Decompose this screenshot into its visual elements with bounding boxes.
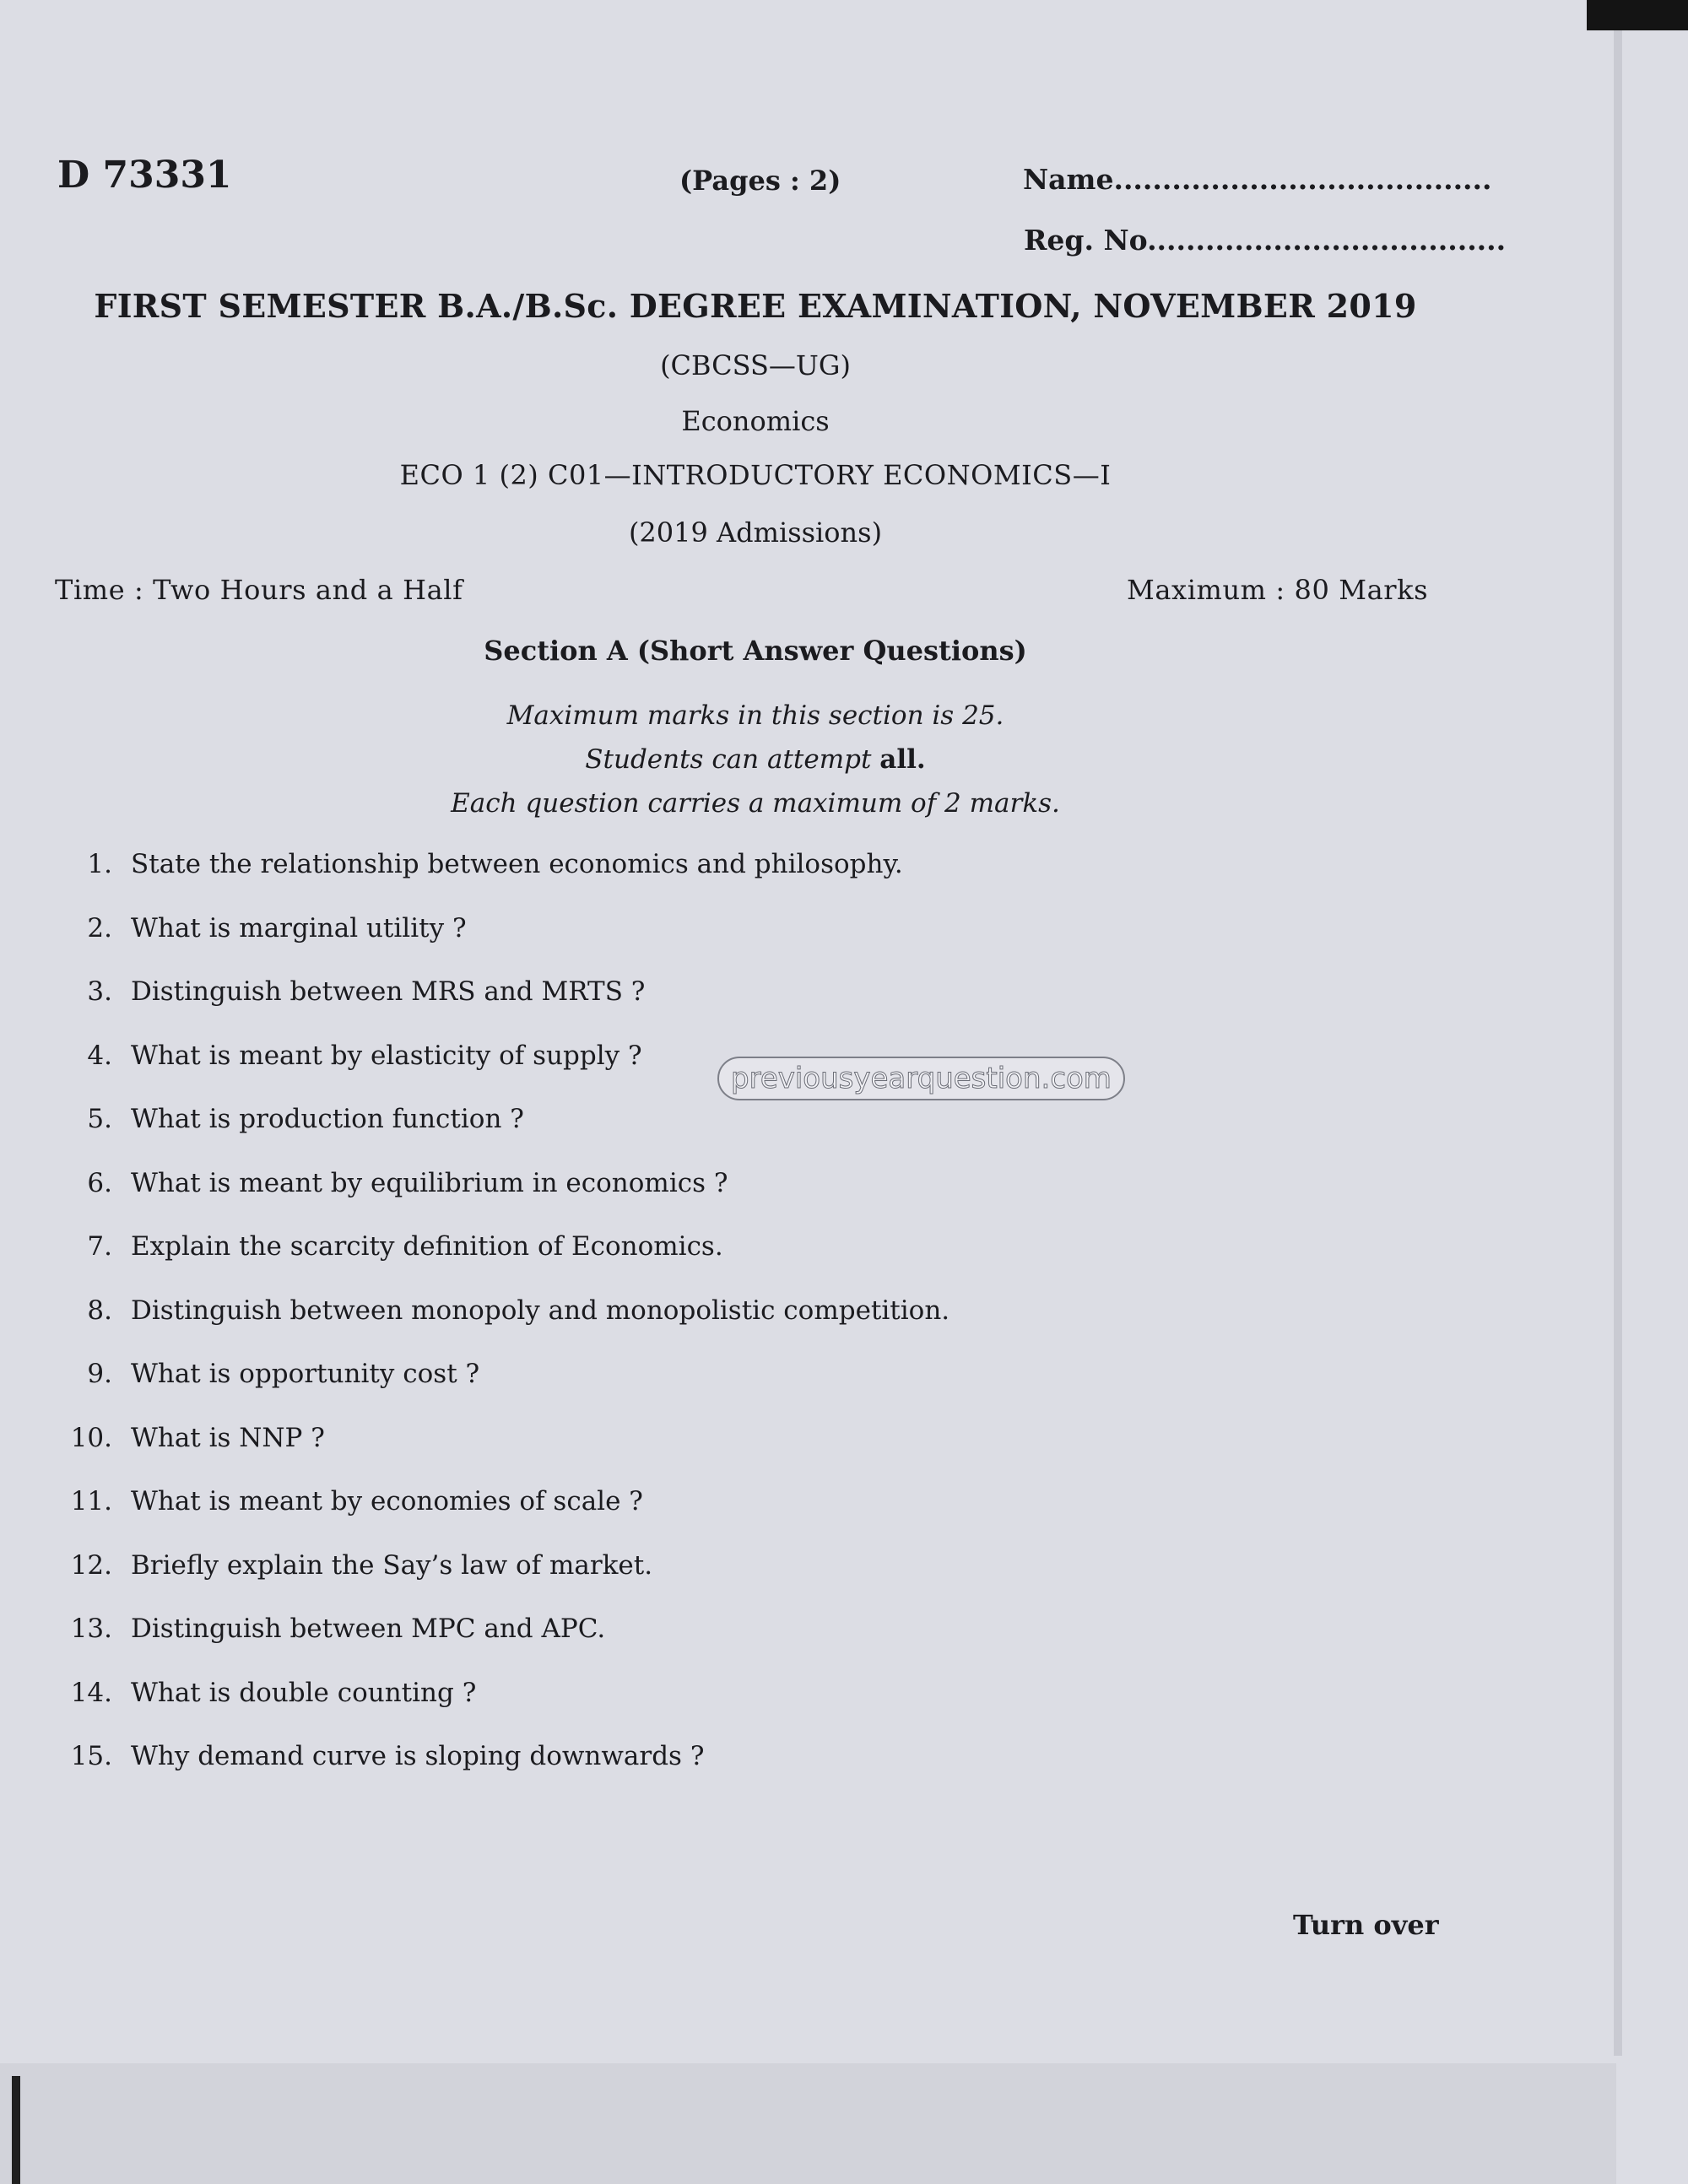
turn-over-label: Turn over xyxy=(1293,1909,1439,1941)
section-a-instruction-1: Maximum marks in this section is 25. xyxy=(506,700,1004,731)
question-text: Explain the scarcity definition of Economics. xyxy=(131,1231,723,1262)
question-paper-code: D 73331 xyxy=(57,154,232,197)
question-text: Why demand curve is sloping downwards ? xyxy=(131,1741,705,1771)
instruction-2-emphasis: all. xyxy=(879,744,926,775)
question-number: 2. xyxy=(87,912,112,943)
candidate-name-line: Name....................................... xyxy=(1023,163,1492,196)
question-number: 4. xyxy=(87,1040,112,1071)
question-text: What is production function ? xyxy=(131,1104,524,1134)
question-item xyxy=(51,1423,1317,1487)
exam-duration: Time : Two Hours and a Half xyxy=(55,574,463,606)
question-item xyxy=(51,1614,1317,1678)
question-text: What is meant by economies of scale ? xyxy=(131,1486,643,1516)
question-text: What is NNP ? xyxy=(131,1422,325,1453)
question-item xyxy=(51,1741,1317,1805)
question-text: Distinguish between MPC and APC. xyxy=(131,1614,606,1644)
scan-border-left xyxy=(12,2076,20,2184)
question-number: 7. xyxy=(87,1231,112,1262)
question-number: 8. xyxy=(87,1295,112,1326)
question-item xyxy=(51,1295,1317,1360)
question-item xyxy=(51,976,1317,1041)
question-text: What is marginal utility ? xyxy=(131,912,467,943)
question-text: What is double counting ? xyxy=(131,1677,477,1708)
question-number: 3. xyxy=(87,976,112,1007)
question-number: 15. xyxy=(70,1741,112,1771)
question-text: Distinguish between monopoly and monopolistic competition. xyxy=(131,1295,950,1326)
question-item xyxy=(51,1359,1317,1423)
question-text: What is opportunity cost ? xyxy=(131,1359,480,1389)
exam-subject: Economics xyxy=(681,405,830,437)
maximum-marks: Maximum : 80 Marks xyxy=(1127,574,1429,606)
scan-border-top xyxy=(1587,0,1688,30)
question-number: 14. xyxy=(70,1677,112,1708)
question-item xyxy=(51,1550,1317,1614)
question-item xyxy=(51,1486,1317,1550)
admissions-year: (2019 Admissions) xyxy=(628,516,883,549)
question-text: Distinguish between MRS and MRTS ? xyxy=(131,976,646,1007)
question-text: What is meant by elasticity of supply ? xyxy=(131,1040,642,1071)
question-text: Briefly explain the Say’s law of market. xyxy=(131,1549,653,1581)
section-a-instruction-3: Each question carries a maximum of 2 marks. xyxy=(451,788,1060,819)
page-count: (Pages : 2) xyxy=(679,165,841,197)
question-item xyxy=(51,1104,1317,1168)
question-list xyxy=(51,849,1317,1805)
question-number: 10. xyxy=(70,1422,112,1453)
watermark: previousyearquestion.com xyxy=(717,1057,1125,1100)
question-item xyxy=(51,849,1317,913)
question-item xyxy=(51,1678,1317,1742)
question-item xyxy=(51,913,1317,977)
question-number: 9. xyxy=(87,1359,112,1389)
instruction-2-prefix: Students can attempt xyxy=(585,744,872,775)
question-number: 13. xyxy=(70,1614,112,1644)
scan-border-right xyxy=(1614,30,1622,2056)
question-number: 12. xyxy=(70,1549,112,1581)
exam-title: FIRST SEMESTER B.A./B.Sc. DEGREE EXAMINATION, NOVEMBER 2019 xyxy=(94,287,1417,325)
section-a-title: Section A (Short Answer Questions) xyxy=(484,635,1027,667)
question-item xyxy=(51,1041,1317,1105)
register-number-line: Reg. No..................................... xyxy=(1024,224,1507,257)
question-text: State the relationship between economics and philosophy. xyxy=(131,849,903,879)
question-number: 11. xyxy=(70,1486,112,1516)
question-item xyxy=(51,1168,1317,1232)
question-number: 6. xyxy=(87,1167,112,1198)
question-text: What is meant by equilibrium in economics ? xyxy=(131,1167,728,1198)
paper-title: ECO 1 (2) C01—INTRODUCTORY ECONOMICS—I xyxy=(399,459,1112,491)
exam-scheme: (CBCSS—UG) xyxy=(660,349,851,381)
question-number: 1. xyxy=(87,849,112,879)
question-item xyxy=(51,1231,1317,1295)
question-number: 5. xyxy=(87,1104,112,1134)
section-a-instruction-2 xyxy=(0,744,1511,775)
scan-bottom-strip xyxy=(0,2063,1616,2184)
